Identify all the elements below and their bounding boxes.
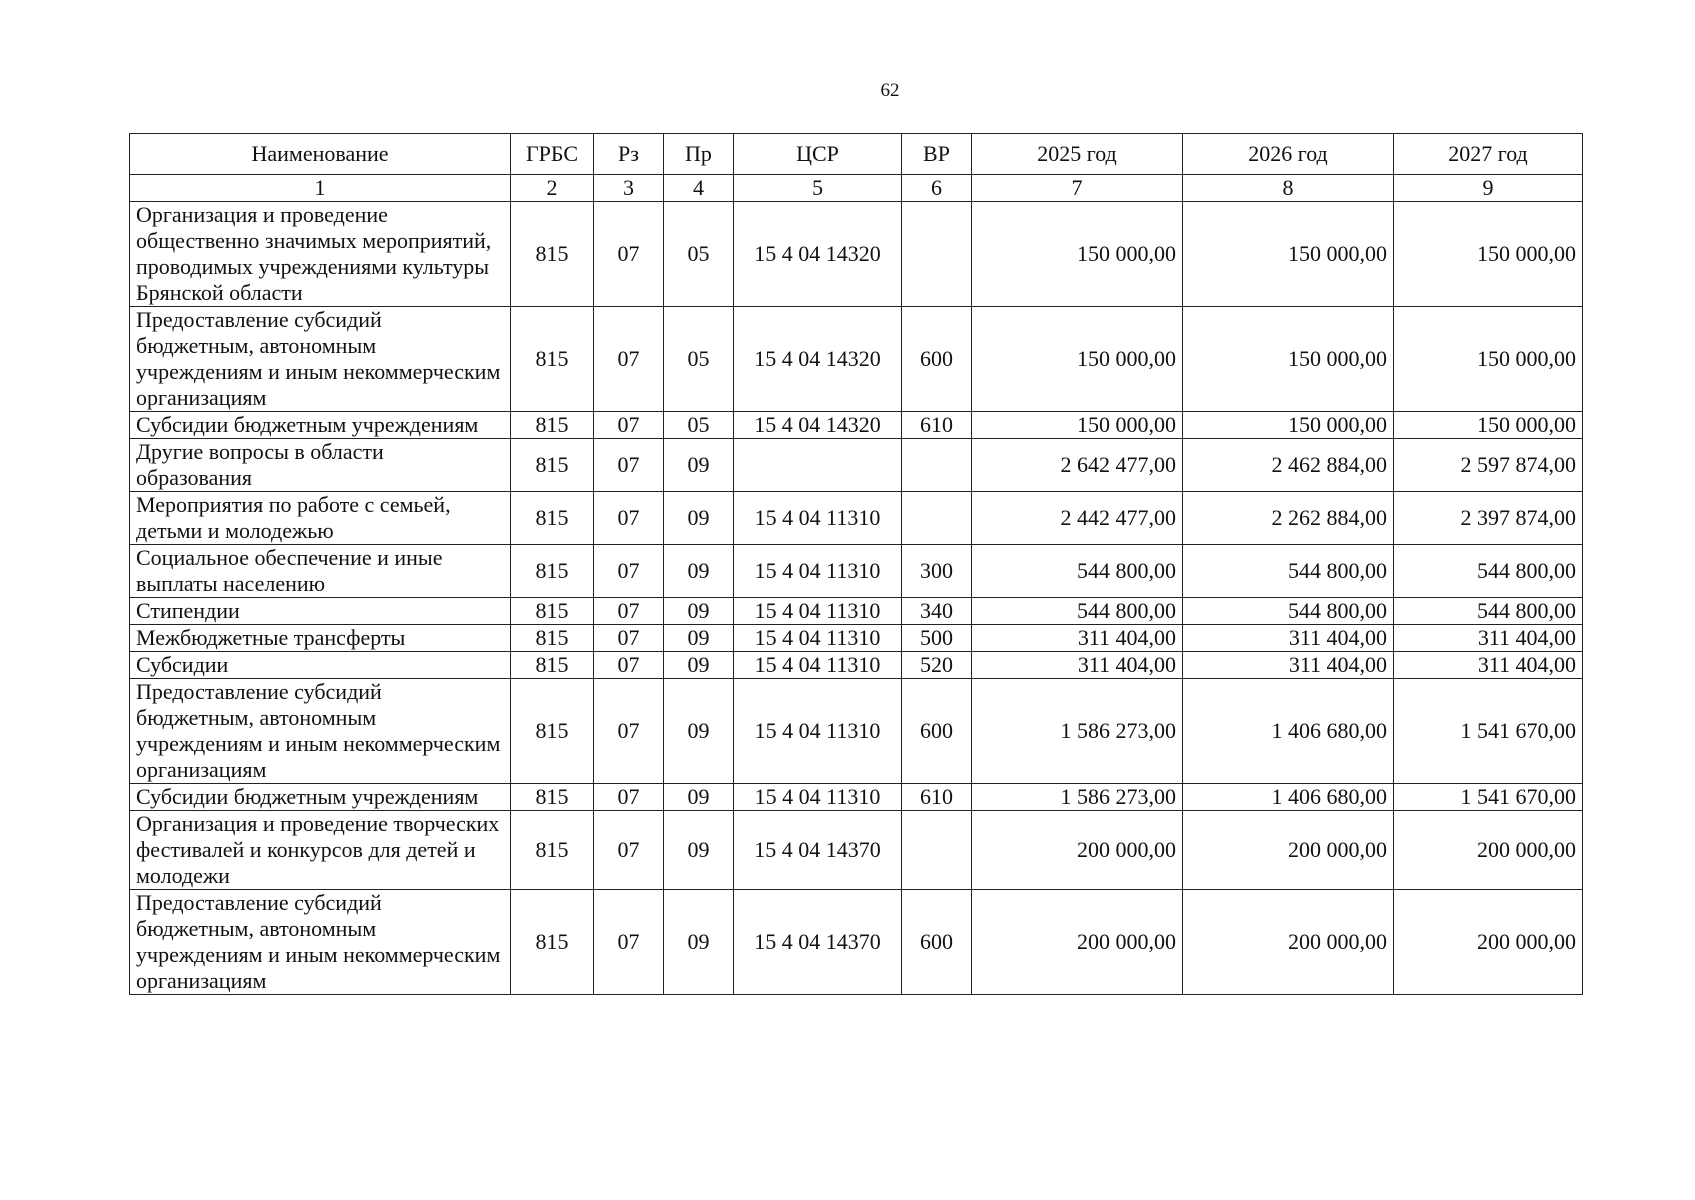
row-grbs: 815 <box>511 307 594 412</box>
column-number: 3 <box>594 175 664 202</box>
row-amount-2025: 2 442 477,00 <box>972 492 1183 545</box>
row-name: Стипендии <box>130 598 511 625</box>
column-header: 2025 год <box>972 134 1183 175</box>
table-row <box>130 412 1583 439</box>
row-pr: 05 <box>664 412 734 439</box>
row-csr: 15 4 04 11310 <box>734 545 902 598</box>
budget-table <box>129 133 1583 995</box>
row-name: Организация и проведение творческих фестивалей и конкурсов для детей и молодежи <box>130 811 511 890</box>
row-csr: 15 4 04 14320 <box>734 202 902 307</box>
row-csr: 15 4 04 14370 <box>734 811 902 890</box>
row-grbs: 815 <box>511 545 594 598</box>
column-header: Рз <box>594 134 664 175</box>
column-number: 8 <box>1183 175 1394 202</box>
row-amount-2027: 2 597 874,00 <box>1394 439 1583 492</box>
table-row <box>130 202 1583 307</box>
row-csr: 15 4 04 14320 <box>734 412 902 439</box>
row-vr: 500 <box>902 625 972 652</box>
row-amount-2026: 1 406 680,00 <box>1183 679 1394 784</box>
row-amount-2027: 200 000,00 <box>1394 890 1583 995</box>
row-rz: 07 <box>594 202 664 307</box>
table-row <box>130 545 1583 598</box>
row-csr: 15 4 04 14320 <box>734 307 902 412</box>
row-csr: 15 4 04 11310 <box>734 679 902 784</box>
table-row <box>130 811 1583 890</box>
column-number: 1 <box>130 175 511 202</box>
row-vr: 520 <box>902 652 972 679</box>
row-grbs: 815 <box>511 784 594 811</box>
column-header: Наименование <box>130 134 511 175</box>
row-grbs: 815 <box>511 811 594 890</box>
row-csr: 15 4 04 11310 <box>734 784 902 811</box>
row-pr: 09 <box>664 545 734 598</box>
row-amount-2025: 150 000,00 <box>972 202 1183 307</box>
row-name: Организация и проведение общественно значимых мероприятий, проводимых учреждениями культуры Брянской области <box>130 202 511 307</box>
column-number: 7 <box>972 175 1183 202</box>
row-amount-2026: 1 406 680,00 <box>1183 784 1394 811</box>
table-row <box>130 784 1583 811</box>
row-amount-2026: 150 000,00 <box>1183 412 1394 439</box>
table-body <box>130 202 1583 995</box>
row-grbs: 815 <box>511 890 594 995</box>
row-vr: 610 <box>902 784 972 811</box>
row-amount-2027: 150 000,00 <box>1394 202 1583 307</box>
row-amount-2025: 200 000,00 <box>972 890 1183 995</box>
row-amount-2026: 544 800,00 <box>1183 598 1394 625</box>
row-amount-2027: 1 541 670,00 <box>1394 784 1583 811</box>
row-amount-2025: 1 586 273,00 <box>972 784 1183 811</box>
table-row <box>130 492 1583 545</box>
row-amount-2027: 150 000,00 <box>1394 412 1583 439</box>
row-name: Межбюджетные трансферты <box>130 625 511 652</box>
row-amount-2025: 200 000,00 <box>972 811 1183 890</box>
row-pr: 05 <box>664 202 734 307</box>
row-pr: 09 <box>664 890 734 995</box>
column-number-row <box>130 175 1583 202</box>
table-row <box>130 890 1583 995</box>
row-rz: 07 <box>594 784 664 811</box>
row-rz: 07 <box>594 412 664 439</box>
row-pr: 09 <box>664 439 734 492</box>
row-amount-2026: 311 404,00 <box>1183 625 1394 652</box>
row-pr: 09 <box>664 784 734 811</box>
row-amount-2025: 544 800,00 <box>972 598 1183 625</box>
row-pr: 09 <box>664 811 734 890</box>
row-vr: 600 <box>902 679 972 784</box>
row-rz: 07 <box>594 439 664 492</box>
header-row <box>130 134 1583 175</box>
row-vr: 300 <box>902 545 972 598</box>
row-rz: 07 <box>594 492 664 545</box>
row-name: Субсидии <box>130 652 511 679</box>
row-grbs: 815 <box>511 439 594 492</box>
row-csr: 15 4 04 11310 <box>734 625 902 652</box>
row-amount-2025: 311 404,00 <box>972 652 1183 679</box>
row-vr <box>902 202 972 307</box>
column-header: ВР <box>902 134 972 175</box>
column-number: 2 <box>511 175 594 202</box>
row-grbs: 815 <box>511 202 594 307</box>
row-amount-2026: 2 462 884,00 <box>1183 439 1394 492</box>
row-vr <box>902 492 972 545</box>
row-rz: 07 <box>594 598 664 625</box>
row-csr: 15 4 04 14370 <box>734 890 902 995</box>
row-grbs: 815 <box>511 679 594 784</box>
column-number: 5 <box>734 175 902 202</box>
row-rz: 07 <box>594 890 664 995</box>
row-amount-2025: 1 586 273,00 <box>972 679 1183 784</box>
row-amount-2025: 544 800,00 <box>972 545 1183 598</box>
row-amount-2026: 200 000,00 <box>1183 890 1394 995</box>
row-pr: 09 <box>664 492 734 545</box>
row-rz: 07 <box>594 652 664 679</box>
row-vr: 340 <box>902 598 972 625</box>
column-header: 2027 год <box>1394 134 1583 175</box>
table-row <box>130 625 1583 652</box>
row-vr: 610 <box>902 412 972 439</box>
row-amount-2027: 311 404,00 <box>1394 652 1583 679</box>
row-amount-2027: 150 000,00 <box>1394 307 1583 412</box>
column-number: 6 <box>902 175 972 202</box>
row-name: Предоставление субсидий бюджетным, автономным учреждениям и иным некоммерческим организациям <box>130 890 511 995</box>
row-grbs: 815 <box>511 652 594 679</box>
row-name: Субсидии бюджетным учреждениям <box>130 412 511 439</box>
row-grbs: 815 <box>511 412 594 439</box>
row-amount-2027: 544 800,00 <box>1394 598 1583 625</box>
row-csr: 15 4 04 11310 <box>734 598 902 625</box>
row-grbs: 815 <box>511 625 594 652</box>
row-csr: 15 4 04 11310 <box>734 652 902 679</box>
row-name: Социальное обеспечение и иные выплаты населению <box>130 545 511 598</box>
row-amount-2027: 311 404,00 <box>1394 625 1583 652</box>
row-grbs: 815 <box>511 492 594 545</box>
row-pr: 09 <box>664 625 734 652</box>
column-header: ЦСР <box>734 134 902 175</box>
row-name: Субсидии бюджетным учреждениям <box>130 784 511 811</box>
page-number: 62 <box>880 80 900 101</box>
row-vr: 600 <box>902 890 972 995</box>
table-row <box>130 652 1583 679</box>
column-number: 4 <box>664 175 734 202</box>
row-amount-2026: 150 000,00 <box>1183 307 1394 412</box>
row-amount-2026: 2 262 884,00 <box>1183 492 1394 545</box>
row-vr: 600 <box>902 307 972 412</box>
row-rz: 07 <box>594 679 664 784</box>
column-number: 9 <box>1394 175 1583 202</box>
row-pr: 09 <box>664 652 734 679</box>
row-amount-2026: 311 404,00 <box>1183 652 1394 679</box>
row-vr <box>902 439 972 492</box>
row-pr: 09 <box>664 679 734 784</box>
column-header: 2026 год <box>1183 134 1394 175</box>
row-grbs: 815 <box>511 598 594 625</box>
row-amount-2027: 1 541 670,00 <box>1394 679 1583 784</box>
row-csr <box>734 439 902 492</box>
row-rz: 07 <box>594 811 664 890</box>
row-amount-2027: 544 800,00 <box>1394 545 1583 598</box>
row-pr: 05 <box>664 307 734 412</box>
row-amount-2026: 544 800,00 <box>1183 545 1394 598</box>
row-amount-2025: 150 000,00 <box>972 307 1183 412</box>
row-csr: 15 4 04 11310 <box>734 492 902 545</box>
table-row <box>130 439 1583 492</box>
row-amount-2026: 150 000,00 <box>1183 202 1394 307</box>
row-name: Предоставление субсидий бюджетным, автономным учреждениям и иным некоммерческим организациям <box>130 307 511 412</box>
row-pr: 09 <box>664 598 734 625</box>
row-amount-2026: 200 000,00 <box>1183 811 1394 890</box>
row-rz: 07 <box>594 307 664 412</box>
row-name: Мероприятия по работе с семьей, детьми и молодежью <box>130 492 511 545</box>
row-rz: 07 <box>594 545 664 598</box>
table-row <box>130 679 1583 784</box>
row-rz: 07 <box>594 625 664 652</box>
column-header: ГРБС <box>511 134 594 175</box>
row-amount-2027: 2 397 874,00 <box>1394 492 1583 545</box>
row-name: Другие вопросы в области образования <box>130 439 511 492</box>
table-row <box>130 598 1583 625</box>
row-amount-2025: 311 404,00 <box>972 625 1183 652</box>
column-header: Пр <box>664 134 734 175</box>
row-amount-2025: 150 000,00 <box>972 412 1183 439</box>
row-vr <box>902 811 972 890</box>
row-amount-2027: 200 000,00 <box>1394 811 1583 890</box>
table-row <box>130 307 1583 412</box>
row-name: Предоставление субсидий бюджетным, автономным учреждениям и иным некоммерческим организациям <box>130 679 511 784</box>
row-amount-2025: 2 642 477,00 <box>972 439 1183 492</box>
